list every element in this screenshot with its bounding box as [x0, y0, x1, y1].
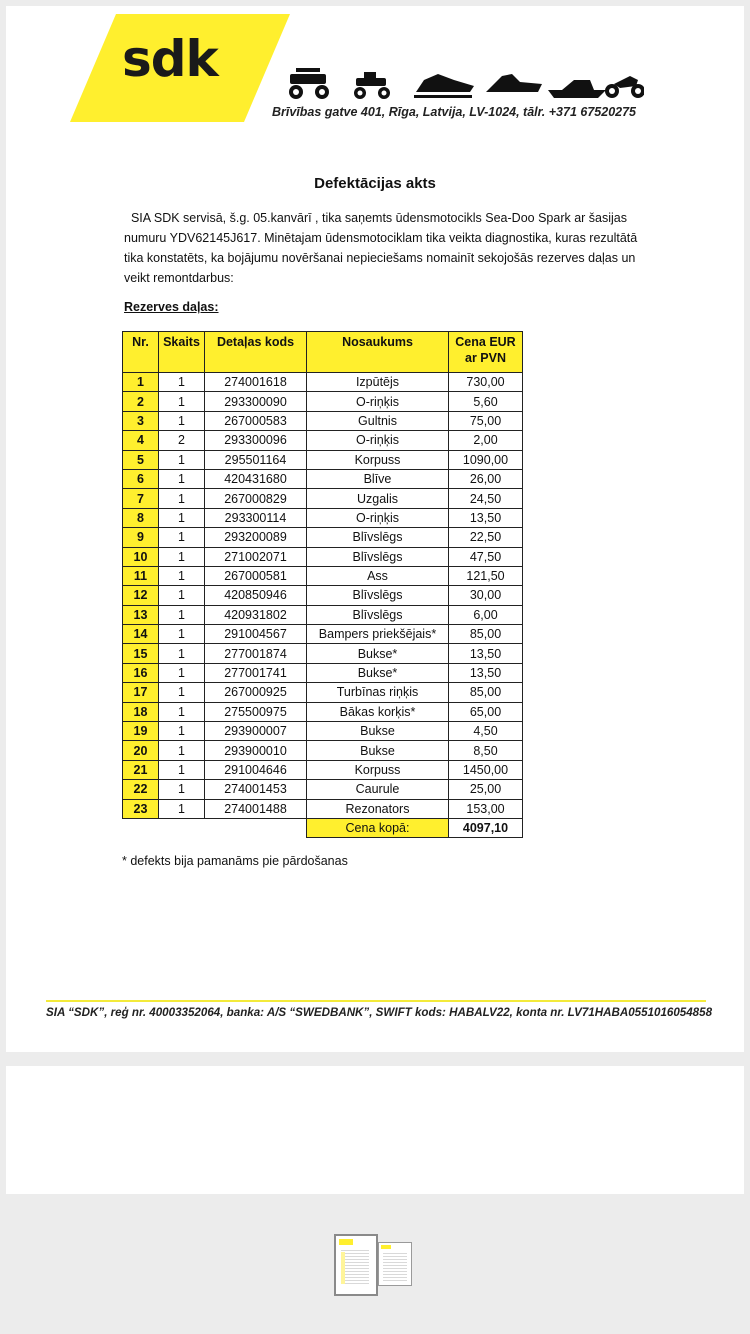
table-row — [123, 528, 523, 547]
intro-text: SIA SDK servisā, š.g. 05.kanvārī , tika saņemts ūdensmotocikls Sea-Doo Spark ar šasijas numuru YDV62145J617. Minētajam ūdensmotociklam tika veikta diagnostika, kuras rezultātā tika konstatēts, ka bojājumu novēršanai nepieciešams nomainīt sekojošās rezerves daļas un veikt remontdarbus: — [124, 211, 638, 285]
logo-text: sdk — [122, 30, 218, 88]
row-price: 85,00 — [449, 683, 523, 702]
row-price: 13,50 — [449, 663, 523, 682]
row-name: Blīvslēgs — [307, 605, 449, 624]
row-nr: 21 — [123, 760, 159, 779]
row-nr: 15 — [123, 644, 159, 663]
total-spacer — [123, 818, 307, 837]
row-qty: 1 — [159, 508, 205, 527]
row-qty: 1 — [159, 722, 205, 741]
thumbnail-logo — [339, 1239, 353, 1245]
table-row — [123, 702, 523, 721]
document-title: Defektācijas akts — [314, 175, 436, 192]
row-qty: 1 — [159, 450, 205, 469]
row-nr: 20 — [123, 741, 159, 760]
row-qty: 1 — [159, 586, 205, 605]
row-qty: 1 — [159, 780, 205, 799]
table-row — [123, 780, 523, 799]
row-qty: 1 — [159, 741, 205, 760]
row-nr: 6 — [123, 469, 159, 488]
footnote: * defekts bija pamanāms pie pārdošanas — [122, 854, 348, 868]
row-price: 85,00 — [449, 625, 523, 644]
row-name: Uzgalis — [307, 489, 449, 508]
thumbnail-page-1[interactable] — [334, 1234, 378, 1296]
footer-divider — [46, 1000, 706, 1002]
row-qty: 1 — [159, 528, 205, 547]
table-row — [123, 392, 523, 411]
table-row — [123, 566, 523, 585]
row-nr: 7 — [123, 489, 159, 508]
row-name: Blīvslēgs — [307, 586, 449, 605]
table-row — [123, 586, 523, 605]
motorbike-icon — [605, 76, 644, 98]
footer-company-details: SIA “SDK”, reģ nr. 40003352064, banka: A/S “SWEDBANK”, SWIFT kods: HABALV22, konta nr. LV71HABA0551016054858 — [46, 1006, 713, 1019]
row-qty: 1 — [159, 799, 205, 818]
row-qty: 1 — [159, 547, 205, 566]
row-price: 4,50 — [449, 722, 523, 741]
table-row — [123, 431, 523, 450]
row-nr: 22 — [123, 780, 159, 799]
row-qty: 1 — [159, 411, 205, 430]
header-price-line1: Cena EUR — [455, 335, 516, 349]
row-name: O-riņķis — [307, 508, 449, 527]
company-address: Brīvības gatve 401, Rīga, Latvija, LV-1024, tālr. +371 67520275 — [272, 105, 636, 119]
header-code: Detaļas kods — [205, 332, 307, 373]
table-row — [123, 469, 523, 488]
row-name: Izpūtējs — [307, 373, 449, 392]
row-name: Blīve — [307, 469, 449, 488]
table-row — [123, 605, 523, 624]
row-name: Gultnis — [307, 411, 449, 430]
row-nr: 12 — [123, 586, 159, 605]
row-code: 420931802 — [205, 605, 307, 624]
row-nr: 2 — [123, 392, 159, 411]
row-name: Korpuss — [307, 760, 449, 779]
row-code: 420850946 — [205, 586, 307, 605]
header-name: Nosaukums — [307, 332, 449, 373]
table-row — [123, 411, 523, 430]
document-page-1 — [6, 6, 744, 1052]
row-nr: 16 — [123, 663, 159, 682]
row-price: 5,60 — [449, 392, 523, 411]
table-header-row — [123, 332, 523, 373]
table-row — [123, 760, 523, 779]
vehicle-icons — [284, 66, 644, 102]
row-code: 293200089 — [205, 528, 307, 547]
row-name: Blīvslēgs — [307, 528, 449, 547]
row-price: 1090,00 — [449, 450, 523, 469]
row-qty: 1 — [159, 683, 205, 702]
row-code: 291004567 — [205, 625, 307, 644]
row-code: 293900010 — [205, 741, 307, 760]
row-nr: 3 — [123, 411, 159, 430]
header-qty: Skaits — [159, 332, 205, 373]
row-price: 8,50 — [449, 741, 523, 760]
row-price: 75,00 — [449, 411, 523, 430]
row-qty: 1 — [159, 392, 205, 411]
row-price: 65,00 — [449, 702, 523, 721]
row-price: 6,00 — [449, 605, 523, 624]
header-nr: Nr. — [123, 332, 159, 373]
thumbnail-column — [341, 1252, 345, 1284]
row-code: 274001453 — [205, 780, 307, 799]
row-name: Bukse* — [307, 663, 449, 682]
parts-heading: Rezerves daļas: — [124, 300, 219, 314]
row-code: 277001741 — [205, 663, 307, 682]
row-nr: 13 — [123, 605, 159, 624]
row-nr: 8 — [123, 508, 159, 527]
row-nr: 18 — [123, 702, 159, 721]
row-name: O-riņķis — [307, 392, 449, 411]
sdk-logo — [70, 14, 290, 122]
table-row — [123, 547, 523, 566]
row-nr: 1 — [123, 373, 159, 392]
snowmobile-icon — [414, 74, 474, 98]
row-code: 293900007 — [205, 722, 307, 741]
row-name: O-riņķis — [307, 431, 449, 450]
row-qty: 1 — [159, 566, 205, 585]
row-qty: 1 — [159, 644, 205, 663]
row-price: 13,50 — [449, 644, 523, 663]
row-nr: 5 — [123, 450, 159, 469]
row-qty: 1 — [159, 373, 205, 392]
intro-paragraph — [124, 208, 654, 288]
row-qty: 1 — [159, 702, 205, 721]
table-row — [123, 489, 523, 508]
row-price: 22,50 — [449, 528, 523, 547]
atv-icon — [354, 72, 390, 99]
row-price: 2,00 — [449, 431, 523, 450]
row-price: 25,00 — [449, 780, 523, 799]
row-name: Rezonators — [307, 799, 449, 818]
jetski-icon — [486, 74, 542, 92]
document-page-2 — [6, 1066, 744, 1194]
row-nr: 19 — [123, 722, 159, 741]
row-qty: 1 — [159, 469, 205, 488]
row-price: 13,50 — [449, 508, 523, 527]
boat-icon — [548, 80, 606, 98]
buggy-icon — [289, 68, 329, 99]
row-nr: 4 — [123, 431, 159, 450]
row-code: 293300114 — [205, 508, 307, 527]
row-name: Caurule — [307, 780, 449, 799]
row-code: 293300090 — [205, 392, 307, 411]
row-code: 267000583 — [205, 411, 307, 430]
row-code: 267000581 — [205, 566, 307, 585]
row-code: 295501164 — [205, 450, 307, 469]
row-nr: 23 — [123, 799, 159, 818]
row-price: 26,00 — [449, 469, 523, 488]
total-row — [123, 818, 523, 837]
table-row — [123, 508, 523, 527]
row-code: 274001618 — [205, 373, 307, 392]
row-qty: 2 — [159, 431, 205, 450]
table-row — [123, 741, 523, 760]
table-row — [123, 683, 523, 702]
total-label: Cena kopā: — [307, 818, 449, 837]
row-name: Bukse — [307, 741, 449, 760]
row-price: 730,00 — [449, 373, 523, 392]
table-row — [123, 663, 523, 682]
thumbnail-logo — [381, 1245, 391, 1249]
thumbnail-content — [341, 1250, 369, 1286]
table-row — [123, 373, 523, 392]
table-row — [123, 722, 523, 741]
header-price-line2: ar PVN — [465, 351, 506, 365]
thumbnail-content — [383, 1253, 407, 1281]
row-code: 271002071 — [205, 547, 307, 566]
header-price — [449, 332, 523, 373]
row-name: Blīvslēgs — [307, 547, 449, 566]
row-qty: 1 — [159, 489, 205, 508]
row-nr: 17 — [123, 683, 159, 702]
row-qty: 1 — [159, 605, 205, 624]
row-qty: 1 — [159, 625, 205, 644]
row-qty: 1 — [159, 663, 205, 682]
table-row — [123, 625, 523, 644]
table-row — [123, 450, 523, 469]
row-name: Korpuss — [307, 450, 449, 469]
row-nr: 10 — [123, 547, 159, 566]
row-name: Bampers priekšējais* — [307, 625, 449, 644]
row-name: Turbīnas riņķis — [307, 683, 449, 702]
row-price: 47,50 — [449, 547, 523, 566]
row-code: 293300096 — [205, 431, 307, 450]
row-price: 1450,00 — [449, 760, 523, 779]
row-price: 121,50 — [449, 566, 523, 585]
row-code: 420431680 — [205, 469, 307, 488]
row-name: Ass — [307, 566, 449, 585]
row-code: 274001488 — [205, 799, 307, 818]
row-nr: 11 — [123, 566, 159, 585]
row-price: 24,50 — [449, 489, 523, 508]
row-name: Bukse — [307, 722, 449, 741]
total-value: 4097,10 — [449, 818, 523, 837]
row-price: 153,00 — [449, 799, 523, 818]
thumbnail-page-2[interactable] — [378, 1242, 412, 1286]
table-row — [123, 799, 523, 818]
row-code: 267000925 — [205, 683, 307, 702]
row-name: Bākas korķis* — [307, 702, 449, 721]
row-code: 267000829 — [205, 489, 307, 508]
row-code: 275500975 — [205, 702, 307, 721]
row-price: 30,00 — [449, 586, 523, 605]
table-row — [123, 644, 523, 663]
parts-table — [122, 331, 523, 838]
row-nr: 14 — [123, 625, 159, 644]
row-name: Bukse* — [307, 644, 449, 663]
row-nr: 9 — [123, 528, 159, 547]
row-code: 277001874 — [205, 644, 307, 663]
row-qty: 1 — [159, 760, 205, 779]
row-code: 291004646 — [205, 760, 307, 779]
